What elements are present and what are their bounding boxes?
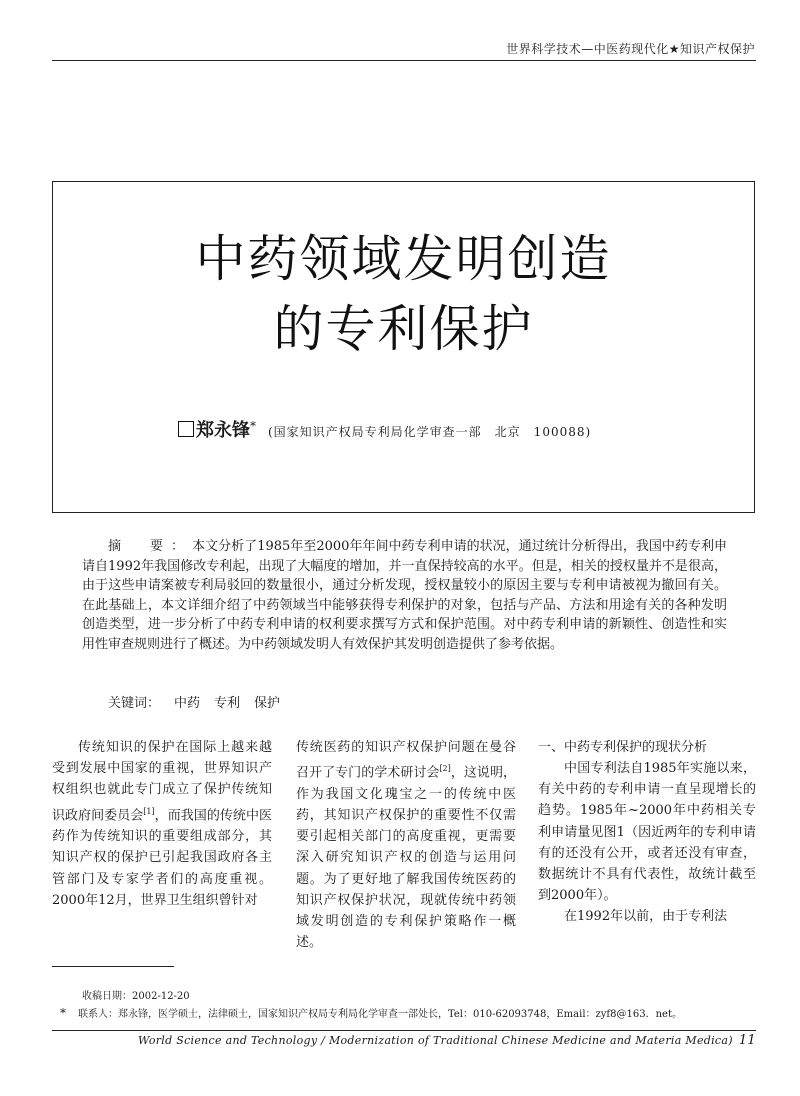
keywords-label: 关键词： <box>108 696 161 711</box>
title-line-2: 的专利保护 <box>273 300 534 358</box>
square-icon <box>178 421 194 437</box>
body-paragraph: 在1992年以前，由于专利法 <box>564 909 728 925</box>
author-affiliation: (国家知识产权局专利局化学审查一部 北京 100088) <box>268 425 592 439</box>
body-text: 传统医药的知识产权保护问题在曼谷召开了专门的学术研讨会 <box>296 740 516 781</box>
author-line <box>178 416 591 442</box>
body-text: ，而我国的传统中医药作为传统知识的重要组成部分，其知识产权的保护已引起我国政府各主管部门及专家学者们的高度重视。2000年12月，世界卫生组织曾针对 <box>52 807 272 908</box>
title-line-1: 中药领域发明创造 <box>195 230 612 288</box>
keyword-item: 保护 <box>254 696 281 711</box>
body-paragraph: 中国专利法自1985年实施以来，有关中药的专利申请一直呈现增长的趋势。1985年~2000年中药相关专利申请量见图1（因近两年的专利申请有的还没有公开，或者还没有审查，数据统计不具有代表性，故统计截至到2000年）。 <box>538 761 756 904</box>
contact-footnote <box>60 1005 682 1020</box>
body-column-3 <box>538 737 756 928</box>
section-heading: 一、中药专利保护的现状分析 <box>538 740 708 755</box>
abstract-text: 本文分析了1985年至2000年年间中药专利申请的状况，通过统计分析得出，我国中药专利申请自1992年我国修改专利起，出现了大幅度的增加，并一直保持较高的水平。但是，相关的授权量并不是很高，由于这些申请案被专利局驳回的数量很小，通过分析发现，授权量较小的原因主要与专利申请被视为撤回有关。在此基础上，本文详细介绍了中药领域当中能够获得专利保护的对象，包括与产品、方法和用途有关的各种发明创造类型，进一步分析了中药专利申请的权利要求撰写方式和保护范围。对中药专利申请的新颖性、创造性和实用性审查规则进行了概述。为中药领域发明人有效保护其发明创造提供了参考依据。 <box>82 539 727 652</box>
abstract-label: 摘 要： <box>108 539 193 554</box>
contact-text: 联系人：郑永锋，医学硕士，法律硕士，国家知识产权局专利局化学审查一部处长，Tel：010-62093748，Email：zyf8@163．net。 <box>78 1009 682 1020</box>
abstract <box>82 537 727 654</box>
keyword-item: 中药 <box>174 696 201 711</box>
author-name: 郑永锋 <box>196 420 250 441</box>
keyword-item: 专利 <box>214 696 241 711</box>
running-header: 世界科学技术—中医药现代化★知识产权保护 <box>506 42 755 56</box>
title-box <box>52 181 755 513</box>
body-column-1 <box>52 737 272 911</box>
article-title <box>53 224 754 364</box>
journal-name: World Science and Technology / Modernization of Traditional Chinese Medicine and Materia Medica) <box>137 1034 733 1047</box>
body-text: ，这说明，作为我国文化瑰宝之一的传统中医药，其知识产权保护的重要性不仅需要引起相关部门的高度重视，更需要深入研究知识产权的创造与运用问题。为了更好地了解我国传统医药的知识产权保护状况，现就传统中药领域发明创造的专利保护策略作一概述。 <box>296 765 516 951</box>
page-footer <box>52 1030 756 1048</box>
body-text: 传统知识的保护在国际上越来越受到发展中国家的重视，世界知识产权组织也就此专门成立了保护传统知识政府间委员会 <box>52 740 272 823</box>
footnote-rule <box>52 966 174 967</box>
header-rule <box>52 60 756 61</box>
received-date: 收稿日期：2002-12-20 <box>82 991 190 1002</box>
keywords <box>108 692 294 711</box>
body-column-2 <box>296 737 516 953</box>
page-number: 11 <box>738 1033 756 1048</box>
footnote-star: * <box>60 1006 66 1020</box>
citation-ref[interactable]: [1] <box>143 806 155 816</box>
author-mark: * <box>250 419 256 433</box>
citation-ref[interactable]: [2] <box>439 764 451 774</box>
